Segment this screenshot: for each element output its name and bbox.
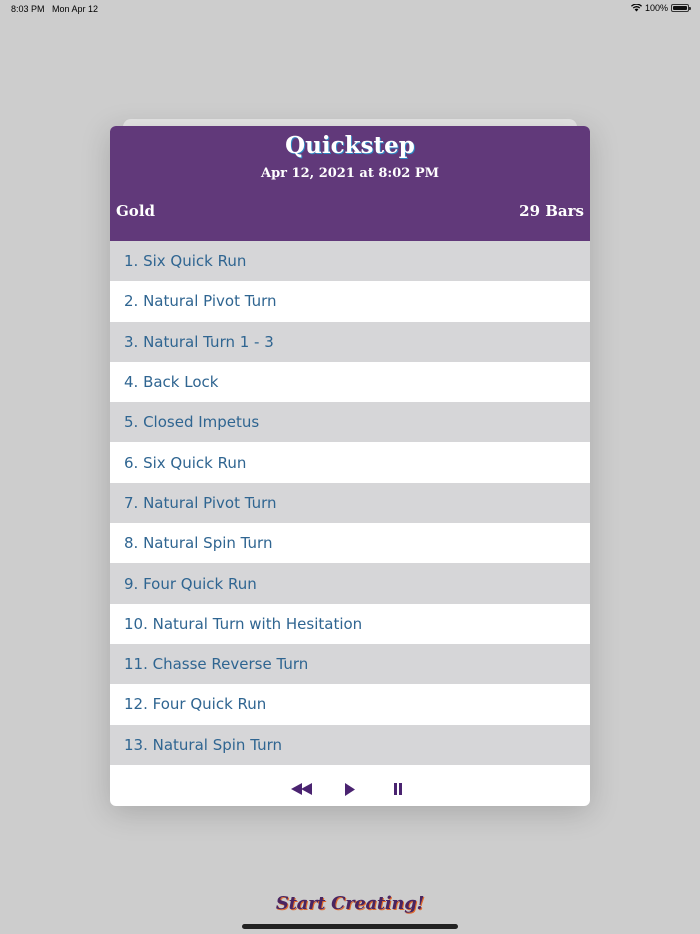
step-row[interactable] <box>110 322 590 362</box>
step-label: 4. Back Lock <box>124 373 219 392</box>
step-label: 5. Closed Impetus <box>124 413 260 432</box>
start-creating-button[interactable]: Start Creating! <box>275 893 425 914</box>
step-list <box>110 241 590 765</box>
step-label: 7. Natural Pivot Turn <box>124 493 277 512</box>
step-row[interactable] <box>110 644 590 684</box>
routine-title: Quickstep <box>285 132 415 159</box>
wifi-icon <box>631 4 642 12</box>
step-row[interactable] <box>110 725 590 765</box>
routine-header <box>110 126 590 241</box>
step-label: 12. Four Quick Run <box>124 695 267 714</box>
play-button[interactable] <box>339 781 361 797</box>
playback-controls <box>110 766 590 806</box>
step-row[interactable] <box>110 362 590 402</box>
step-row[interactable] <box>110 281 590 321</box>
status-time: 8:03 PM <box>11 4 45 14</box>
routine-bars: 29 Bars <box>519 202 584 220</box>
step-label: 8. Natural Spin Turn <box>124 534 273 553</box>
step-row[interactable] <box>110 241 590 281</box>
step-label: 13. Natural Spin Turn <box>124 735 283 754</box>
routine-level: Gold <box>116 202 156 220</box>
step-label: 2. Natural Pivot Turn <box>124 292 277 311</box>
play-icon <box>344 783 356 796</box>
rewind-icon <box>291 783 313 795</box>
routine-date: Apr 12, 2021 at 8:02 PM <box>261 166 439 181</box>
step-label: 11. Chasse Reverse Turn <box>124 655 309 674</box>
status-date: Mon Apr 12 <box>52 4 99 14</box>
status-bar <box>0 0 700 18</box>
routine-card[interactable] <box>110 126 590 806</box>
step-row[interactable] <box>110 402 590 442</box>
step-row[interactable] <box>110 523 590 563</box>
battery-icon <box>671 4 689 12</box>
step-label: 1. Six Quick Run <box>124 252 247 271</box>
step-row[interactable] <box>110 442 590 482</box>
step-row[interactable] <box>110 684 590 724</box>
step-row[interactable] <box>110 604 590 644</box>
rewind-button[interactable] <box>291 781 313 797</box>
pause-icon <box>393 783 403 795</box>
step-label: 3. Natural Turn 1 - 3 <box>124 332 274 351</box>
status-indicators <box>631 3 689 13</box>
battery-percent: 100% <box>644 3 668 13</box>
pause-button[interactable] <box>387 781 409 797</box>
step-row[interactable] <box>110 563 590 603</box>
step-row[interactable] <box>110 483 590 523</box>
step-label: 9. Four Quick Run <box>124 574 257 593</box>
step-label: 10. Natural Turn with Hesitation <box>124 614 363 633</box>
home-indicator[interactable] <box>242 924 458 929</box>
step-label: 6. Six Quick Run <box>124 453 247 472</box>
